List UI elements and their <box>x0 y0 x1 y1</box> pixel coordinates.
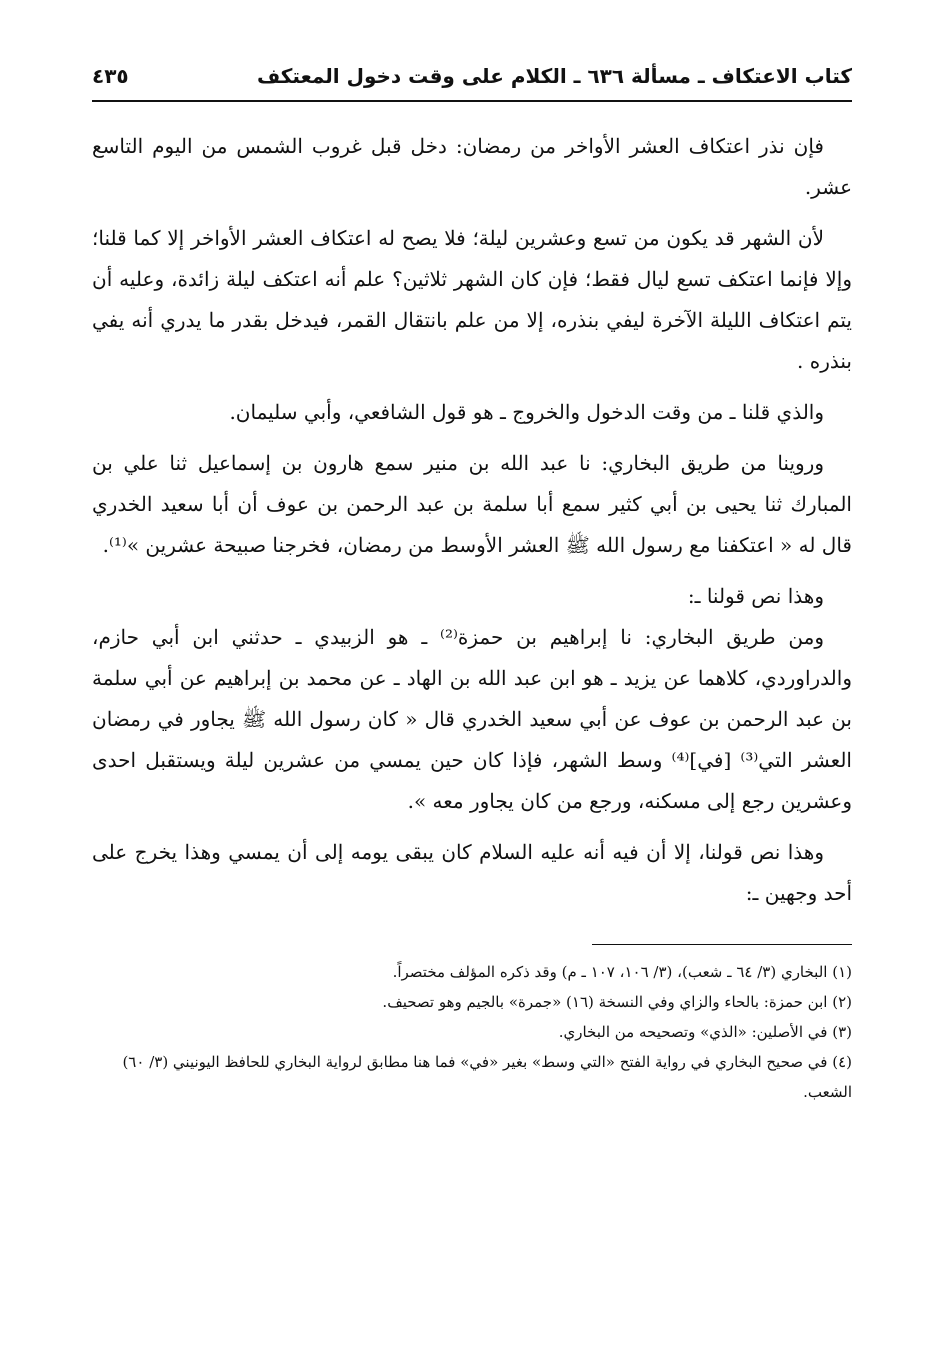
running-header <box>92 52 852 102</box>
footnote: (٣) في الأصلين: «الذي» وتصحيحه من البخاري. <box>558 1023 852 1041</box>
paragraph: وروينا من طريق البخاري: نا عبد الله بن منير سمع هارون بن إسماعيل ثنا علي بن المبارك ثنا يحيى بن أبي كثير سمع أبا سلمة بن عبد الرحمن بن عوف أن أبا سعيد الخدري قال له « اعتكفنا مع رسول الله ﷺ العشر الأوسط من رمضان، فخرجنا صبيحة عشرين »⁽¹⁾. <box>92 451 852 557</box>
footnote-divider <box>592 944 852 945</box>
paragraph: وهذا نص قولنا ـ: <box>687 584 824 608</box>
footnotes <box>92 957 852 1107</box>
footnote: (١) البخاري (٣/ ٦٤ ـ شعب)، (٣/ ١٠٦، ١٠٧ ـ م) وقد ذكره المؤلف مختصراً. <box>392 963 852 981</box>
paragraph: فإن نذر اعتكاف العشر الأواخر من رمضان: دخل قبل غروب الشمس من اليوم التاسع عشر. <box>92 134 852 199</box>
page-number: ٤٣٥ <box>92 64 129 88</box>
paragraph: والذي قلنا ـ من وقت الدخول والخروج ـ هو قول الشافعي، وأبي سليمان. <box>229 400 824 424</box>
book-page <box>92 52 852 1107</box>
footnote: (٤) في صحيح البخاري في رواية الفتح «التي وسط» بغير «في» فما هنا مطابق لرواية البخاري للحافظ اليونيني (٣/ ٦٠) الشعب. <box>122 1053 852 1101</box>
chapter-title: كتاب الاعتكاف ـ مسألة ٦٣٦ ـ الكلام على وقت دخول المعتكف <box>256 64 852 88</box>
paragraph: لأن الشهر قد يكون من تسع وعشرين ليلة؛ فلا يصح له اعتكاف العشر الأواخر إلا كما قلنا؛ وإلا فإنما اعتكف تسع ليال فقط؛ فإن كان الشهر ثلاثين؟ علم أنه اعتكف ليلة زائدة، وعليه أن يتم اعتكاف الليلة الآخرة ليفي بنذره، إلا من علم بانتقال القمر، فيدخل بقدر ما يدري أنه يفي بنذره . <box>92 226 852 373</box>
paragraph: ومن طريق البخاري: نا إبراهيم بن حمزة⁽²⁾ ـ هو الزبيدي ـ حدثني ابن أبي حازم، والدراوردي، كلاهما عن يزيد ـ هو ابن عبد الله بن الهاد ـ عن محمد بن إبراهيم عن أبي سلمة بن عبد الرحمن بن عوف عن أبي سعيد الخدري قال « كان رسول الله ﷺ يجاور في رمضان العشر التي⁽³⁾ [في]⁽⁴⁾ وسط الشهر، فإذا كان حين يمسي من عشرين ليلة ويستقبل احدى وعشرين رجع إلى مسكنه، ورجع من كان يجاور معه ». <box>92 625 852 813</box>
main-text <box>92 126 852 914</box>
paragraph: وهذا نص قولنا، إلا أن فيه أنه عليه السلام كان يبقى يومه إلى أن يمسي وهذا يخرج على أحد وجهين ـ: <box>92 840 852 905</box>
footnote: (٢) ابن حمزة: بالحاء والزاي وفي النسخة (١٦) «جمرة» بالجيم وهو تصحيف. <box>382 993 852 1011</box>
